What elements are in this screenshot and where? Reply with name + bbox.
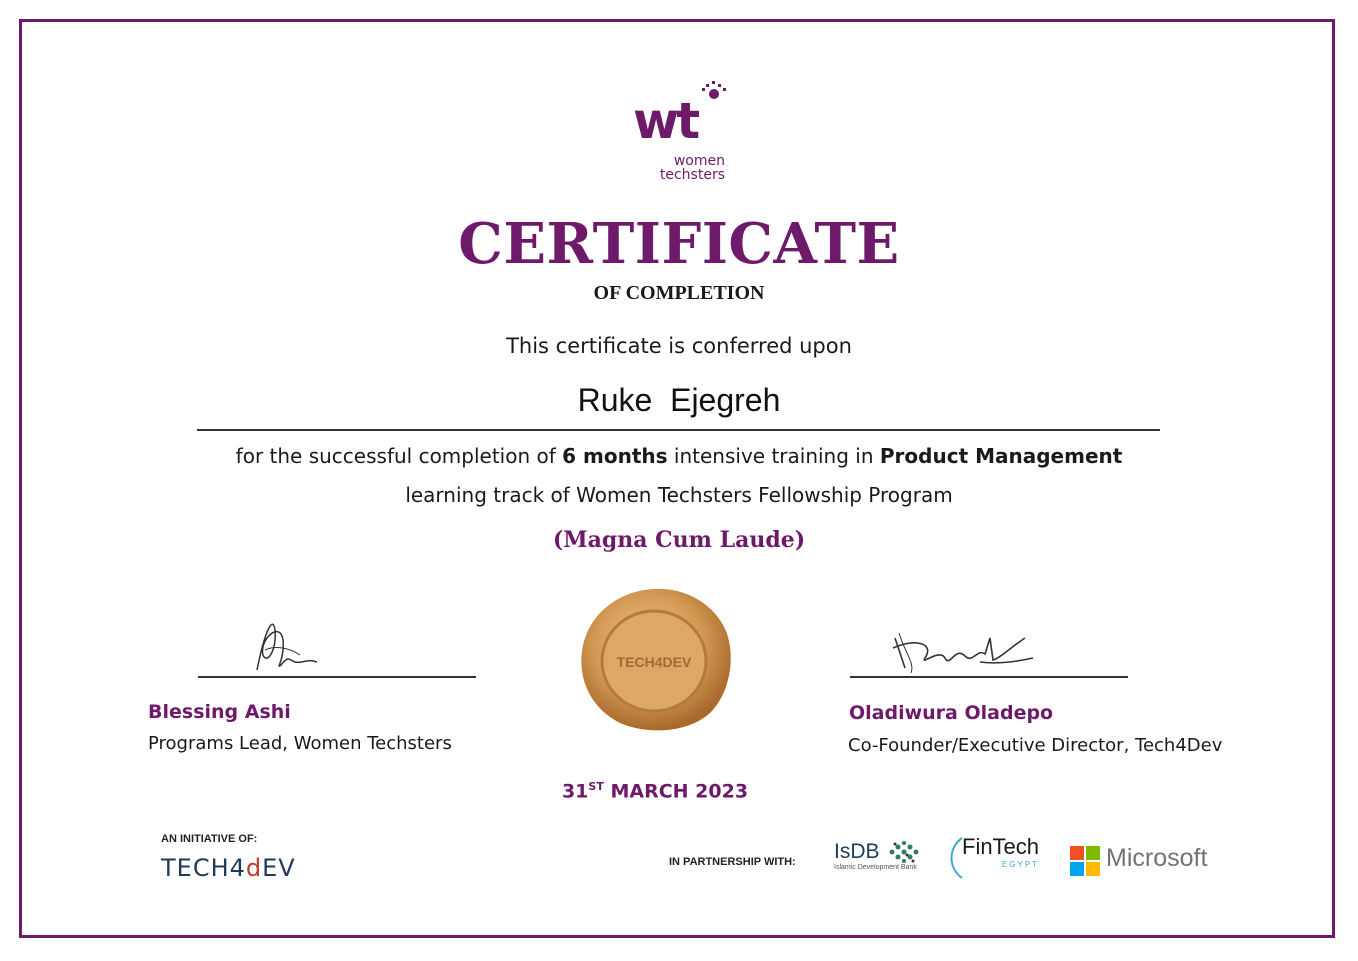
partnership-label: IN PARTNERSHIP WITH: xyxy=(669,856,796,868)
name-underline xyxy=(197,429,1160,431)
globe-dots-icon xyxy=(884,840,920,864)
date-suffix: ST xyxy=(588,780,604,793)
signature-left xyxy=(245,610,325,680)
issue-date xyxy=(560,780,750,802)
completion-text-part1: for the successful completion of xyxy=(235,444,563,468)
wax-seal-icon xyxy=(574,585,736,735)
program-text: learning track of Women Techsters Fellowship Program xyxy=(405,483,953,507)
windows-icon xyxy=(1070,846,1100,876)
signatory-name-left: Blessing Ashi xyxy=(148,701,291,723)
recipient-name: Ruke Ejegreh xyxy=(577,382,781,418)
logo-text-women: women xyxy=(673,153,725,169)
fintech-subtitle: EGYPT xyxy=(1001,860,1040,869)
signatory-role-right: Co-Founder/Executive Director, Tech4Dev xyxy=(848,735,1223,756)
fintech-name: FinTech xyxy=(962,834,1040,859)
learning-track: Product Management xyxy=(879,444,1123,468)
honor-text: (Magna Cum Laude) xyxy=(552,527,806,553)
gear-icon xyxy=(701,80,727,104)
isdb-name: IsDB xyxy=(834,840,880,863)
conferred-text: This certificate is conferred upon xyxy=(506,334,852,358)
signature-line-left xyxy=(198,676,476,678)
microsoft-name: Microsoft xyxy=(1106,844,1208,872)
initiative-label: AN INITIATIVE OF: xyxy=(161,833,258,845)
completion-text xyxy=(0,444,1358,468)
duration: 6 months xyxy=(562,444,668,468)
logo-text-techsters: techsters xyxy=(659,167,725,183)
signatory-role-left: Programs Lead, Women Techsters xyxy=(148,733,452,754)
women-techsters-logo xyxy=(629,78,729,188)
certificate-title: CERTIFICATE xyxy=(458,211,900,277)
tech4dev-logo xyxy=(161,854,296,882)
microsoft-logo xyxy=(1070,844,1208,881)
signatory-name-right: Oladiwura Oladepo xyxy=(849,702,1054,724)
logo-mark: wt xyxy=(633,92,698,150)
tech4dev-logo-a: TECH4 xyxy=(161,854,246,882)
seal-text: TECH4DEV xyxy=(616,654,692,670)
signature-line-right xyxy=(850,676,1128,678)
signature-right xyxy=(885,618,1035,678)
fintech-egypt-logo xyxy=(950,834,1039,869)
date-rest: MARCH 2023 xyxy=(603,780,749,803)
swoosh-icon xyxy=(946,836,966,880)
date-day: 31 xyxy=(561,780,589,803)
completion-text-part2: intensive training in xyxy=(667,444,880,468)
isdb-subtitle: Islamic Development Bank xyxy=(834,864,917,871)
certificate-subtitle: OF COMPLETION xyxy=(593,282,765,304)
isdb-logo xyxy=(834,840,920,871)
tech4dev-logo-c: EV xyxy=(262,854,296,882)
tech4dev-logo-b: d xyxy=(245,854,263,882)
